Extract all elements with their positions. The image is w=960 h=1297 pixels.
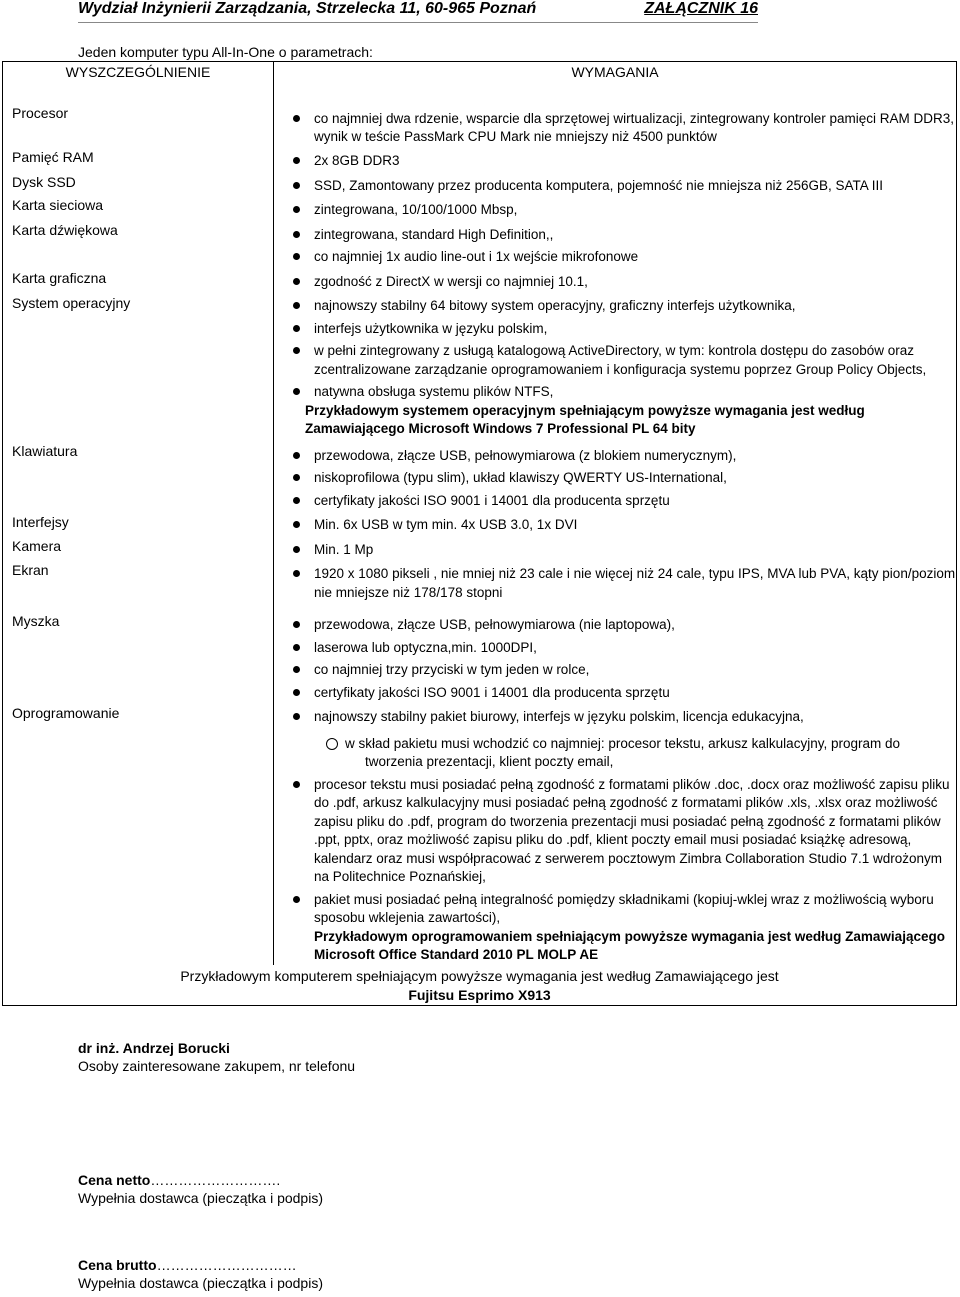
gross-price-label: Cena brutto — [78, 1257, 157, 1273]
table-row — [3, 439, 957, 511]
row-name-ram: Pamięć RAM — [3, 146, 274, 171]
specification-table — [2, 61, 957, 1006]
req-os-1: najnowszy stabilny 64 bitowy system operacyjny, graficzny interfejs użytkownika, — [274, 297, 956, 316]
table-row — [3, 146, 957, 171]
os-example: Przykładowym systemem operacyjnym spełniającym powyższe wymagania jest według Zamawiającego Microsoft Windows 7 Professional PL 64 bity — [305, 402, 865, 436]
gross-price-dots: ………………………… — [156, 1257, 297, 1273]
req-keyboard-2: niskoprofilowa (typu slim), układ klawiszy QWERTY US-International, — [274, 469, 956, 488]
table-row — [3, 559, 957, 602]
table-row — [3, 602, 957, 702]
req-os-2: interfejs użytkownika w języku polskim, — [274, 320, 956, 339]
column-header-spec: WYSZCZEGÓLNIENIE — [3, 62, 274, 84]
req-mouse-1: przewodowa, złącze USB, pełnowymiarowa (nie laptopowa), — [274, 616, 956, 635]
req-audio-1: zintegrowana, standard High Definition,, — [274, 226, 956, 245]
req-mouse-2: laserowa lub optyczna,min. 1000DPI, — [274, 639, 956, 658]
req-keyboard-1: przewodowa, złącze USB, pełnowymiarowa (z blokiem numerycznym), — [274, 447, 956, 466]
page-header — [78, 0, 758, 22]
gross-price-note: Wypełnia dostawca (pieczątka i podpis) — [78, 1275, 323, 1291]
table-row — [3, 83, 957, 146]
table-footer-row — [3, 965, 957, 1006]
column-header-requirements: WYMAGANIA — [274, 62, 957, 84]
req-os-4: natywna obsługa systemu plików NTFS, — [274, 383, 956, 402]
intro-text: Jeden komputer typu All-In-One o parametrach: — [78, 44, 373, 60]
row-name-keyboard: Klawiatura — [3, 439, 274, 511]
row-name-os: System operacyjny — [3, 291, 274, 439]
req-mouse-4: certyfikaty jakości ISO 9001 i 14001 dla producenta sprzętu — [274, 684, 956, 703]
net-price-note: Wypełnia dostawca (pieczątka i podpis) — [78, 1190, 323, 1206]
req-procesor: co najmniej dwa rdzenie, wsparcie dla sprzętowej wirtualizacji, zintegrowany kontroler pamięci RAM DDR3, wynik w teście PassMark CPU Mark nie mniejszy niż 4500 punktów — [274, 110, 956, 146]
req-camera: Min. 1 Mp — [274, 541, 956, 560]
gross-price-block — [78, 1256, 323, 1292]
req-software-1: najnowszy stabilny pakiet biurowy, interfejs w języku polskim, licencja edukacyjna, — [274, 708, 956, 727]
req-mouse-3: co najmniej trzy przyciski w tym jeden w rolce, — [274, 661, 956, 680]
example-computer-model: Fujitsu Esprimo X913 — [408, 986, 551, 1003]
req-ssd: SSD, Zamontowany przez producenta komputera, pojemność nie mniejsza niż 256GB, SATA III — [274, 177, 956, 196]
row-name-screen: Ekran — [3, 559, 274, 602]
req-software-2: procesor tekstu musi posiadać pełną zgodność z formatami plików .doc, .docx oraz możliwość zapisu pliku do .pdf, arkusz kalkulacyjny musi posiadać pełną zgodność z formatami plików .xls, .xlsx oraz możliwość zapisu pliku do .pdf, program do tworzenia prezentacji musi posiadać pełną zgodność z formatami plików .ppt, pptx, oraz możliwość zapisu pliku do .pdf, klient poczty email musi posiadać książkę adresową, kalendarz oraz musi współpracować z serwerem pocztowym Zimbra Collaboration Studio 7.1 wdrożonym na Politechnice Poznańskiej, — [274, 776, 956, 887]
signatory-name: dr inż. Andrzej Borucki — [78, 1040, 230, 1056]
row-name-audio: Karta dźwiękowa — [3, 220, 274, 267]
req-screen: 1920 x 1080 pikseli , nie mniej niż 23 cale i nie więcej niż 24 cale, typu IPS, MVA lub PVA, kąty pion/poziom nie mniejsze niż 178/178 stopni — [274, 565, 956, 602]
row-name-software: Oprogramowanie — [3, 702, 274, 965]
req-ram: 2x 8GB DDR3 — [274, 152, 956, 171]
row-name-procesor: Procesor — [3, 83, 274, 146]
req-audio-2: co najmniej 1x audio line-out i 1x wejście mikrofonowe — [274, 248, 956, 267]
row-name-gpu: Karta graficzna — [3, 267, 274, 292]
table-row — [3, 220, 957, 267]
table-row — [3, 267, 957, 292]
req-keyboard-3: certyfikaty jakości ISO 9001 i 14001 dla producenta sprzętu — [274, 492, 956, 511]
req-gpu: zgodność z DirectX w wersji co najmniej 10.1, — [274, 273, 956, 292]
header-divider — [78, 22, 758, 23]
signature-block — [78, 1039, 355, 1075]
net-price-dots: ………………………. — [150, 1172, 281, 1188]
net-price-label: Cena netto — [78, 1172, 151, 1188]
table-row — [3, 291, 957, 439]
table-row — [3, 510, 957, 535]
software-example: Przykładowym oprogramowaniem spełniającym powyższe wymagania jest według Zamawiającego Microsoft Office Standard 2010 PL MOLP AE — [314, 928, 945, 962]
table-row — [3, 171, 957, 196]
req-interfaces: Min. 6x USB w tym min. 4x USB 3.0, 1x DVI — [274, 516, 956, 535]
row-name-ssd: Dysk SSD — [3, 171, 274, 196]
table-header-row — [3, 62, 957, 84]
institution-address: Wydział Inżynierii Zarządzania, Strzelecka 11, 60-965 Poznań — [78, 0, 537, 17]
net-price-block — [78, 1171, 323, 1207]
req-network: zintegrowana, 10/100/1000 Mbsp, — [274, 201, 956, 220]
row-name-interfaces: Interfejsy — [3, 510, 274, 535]
row-name-camera: Kamera — [3, 535, 274, 560]
row-name-network: Karta sieciowa — [3, 195, 274, 220]
example-computer-note: Przykładowym komputerem spełniającym powyższe wymagania jest według Zamawiającego jest — [180, 967, 779, 984]
req-software-1a: w skład pakietu musi wchodzić co najmniej: procesor tekstu, arkusz kalkulacyjny, program do tworzenia prezentacji, klient poczty email, — [274, 735, 956, 772]
req-os-3: w pełni zintegrowany z usługą katalogową ActiveDirectory, w tym: kontrola dostępu do zasobów oraz zcentralizowane zarządzanie oprogramowaniem i konfiguracja systemu poprzez Group Policy Objects, — [274, 342, 956, 379]
table-row — [3, 702, 957, 965]
table-row — [3, 535, 957, 560]
table-row — [3, 195, 957, 220]
attachment-number: ZAŁĄCZNIK 16 — [644, 0, 758, 17]
row-name-mouse: Myszka — [3, 602, 274, 702]
req-software-3: pakiet musi posiadać pełną integralność pomiędzy składnikami (kopiuj-wklej wraz z możliwością wyboru sposobu wklejenia zawartości), — [274, 891, 956, 928]
signatory-role: Osoby zainteresowane zakupem, nr telefonu — [78, 1058, 356, 1074]
